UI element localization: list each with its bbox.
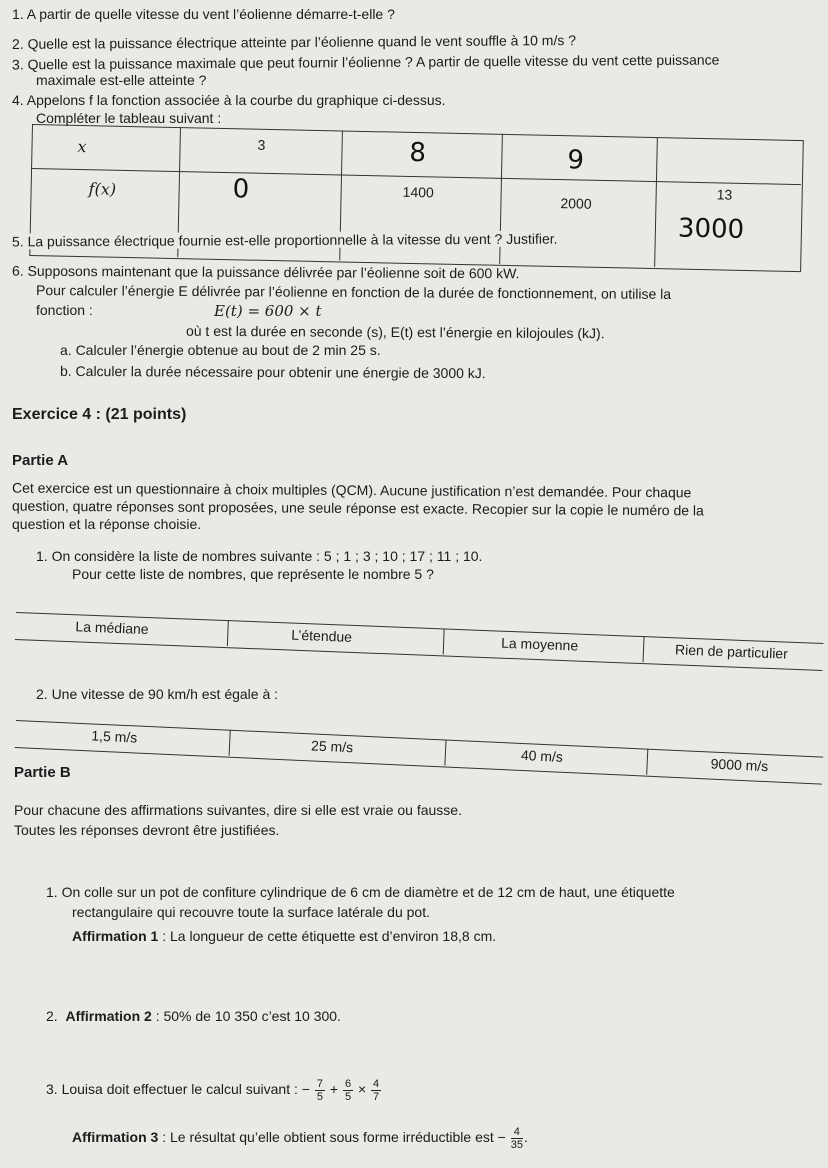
fraction-numerator: 4: [373, 1078, 380, 1090]
table-cell-fx-4: 3000: [677, 213, 745, 245]
fraction-numerator: 7: [316, 1078, 323, 1090]
affirmation-2: [46, 1008, 341, 1024]
qcm-1-choice-nothing: Rien de particulier: [674, 641, 789, 662]
question-6-text: Pour calculer l’énergie E délivrée par l’éolienne en fonction de la durée de fonctionnement, on utilise la: [35, 282, 672, 302]
question-6a: a. Calculer l’énergie obtenue au bout de 2 min 25 s.: [60, 342, 381, 358]
question-5: 5. La puissance électrique fournie est-elle proportionnelle à la vitesse du vent ? Justifier.: [12, 231, 562, 250]
question-6: 6. Supposons maintenant que la puissance délivrée par l’éolienne soit de 600 kW.: [11, 262, 520, 282]
table-cell-x-1: 3: [257, 136, 266, 153]
operator-times: ×: [357, 1081, 367, 1098]
fraction-6-5: [343, 1078, 353, 1103]
qcm-2-choices: [14, 720, 823, 797]
fraction-7-5: [315, 1078, 325, 1103]
fraction-4-7: [371, 1078, 381, 1103]
affirmation-1-text: : La longueur de cette étiquette est d’environ 18,8 cm.: [158, 928, 497, 944]
qcm-question-2: 2. Une vitesse de 90 km/h est égale à :: [36, 686, 279, 702]
affirmation-3-label: Affirmation 3: [72, 1129, 159, 1146]
part-a-intro-3: question et la réponse choisie.: [12, 516, 202, 532]
fraction-numerator: 4: [511, 1126, 523, 1139]
part-b-intro-1: Pour chacune des affirmations suivantes, dire si elle est vraie ou fausse.: [14, 802, 462, 818]
exercise-4-title: Exercice 4 : (21 points): [12, 406, 187, 423]
part-b-question-1: 1. On colle sur un pot de confiture cylindrique de 6 cm de diamètre et de 12 cm de haut, une étiquette: [46, 884, 675, 900]
affirmation-3: Affirmation 3 : Le résultat qu’elle obtient sous forme irréductible est − $\frac{4}{35}$ .: [72, 1126, 528, 1151]
qcm-2-choice-4: 9000 m/s: [710, 755, 769, 775]
operator-plus: +: [329, 1081, 339, 1098]
fraction-numerator: 6: [344, 1078, 352, 1090]
qcm-question-1: 1. On considère la liste de nombres suivante : 5 ; 1 ; 3 ; 10 ; 17 ; 11 ; 10.: [36, 548, 483, 564]
question-6-fonction-label: fonction :: [36, 302, 93, 318]
fraction-denominator: 35: [510, 1139, 523, 1151]
question-1: 1. A partir de quelle vitesse du vent l’éolienne démarre-t-elle ?: [12, 6, 395, 22]
question-6-definition: où t est la durée en seconde (s), E(t) est l’énergie en kilojoules (kJ).: [185, 322, 605, 342]
table-cell-fx-2: 1400: [402, 183, 434, 201]
part-b-intro-2: Toutes les réponses devront être justifiées.: [14, 822, 280, 838]
question-6b: b. Calculer la durée nécessaire pour obtenir une énergie de 3000 kJ.: [59, 362, 486, 382]
affirmation-3-text: : Le résultat qu’elle obtient sous forme irréductible est −: [158, 1129, 506, 1146]
qcm-1-choice-median: La médiane: [75, 618, 149, 638]
part-b-question-3: [46, 1078, 382, 1103]
table-cell-x-3: 9: [567, 145, 585, 176]
part-b-question-1-continued: rectangulaire qui recouvre toute la surface latérale du pot.: [72, 904, 430, 920]
affirmation-1: [72, 928, 496, 944]
table-cell-x-4: 13: [716, 186, 733, 203]
question-3: 3. Quelle est la puissance maximale que peut fournir l’éolienne ? A partir de quelle vitesse du vent cette puissance: [11, 51, 720, 73]
question-3-continued: maximale est-elle atteinte ?: [36, 72, 207, 88]
question-4: 4. Appelons f la fonction associée à la courbe du graphique ci-dessus.: [12, 92, 446, 108]
table-cell-x-2: 8: [409, 137, 427, 169]
qcm-2-choice-2: 25 m/s: [310, 737, 354, 756]
fraction-denominator: 5: [344, 1091, 352, 1103]
question-2: 2. Quelle est la puissance électrique atteinte par l’éolienne quand le vent souffle à 10 m/s ?: [11, 32, 577, 52]
affirmation-2-number: 2.: [46, 1008, 58, 1024]
qcm-question-1-prompt: Pour cette liste de nombres, que représente le nombre 5 ?: [72, 566, 434, 582]
part-a-title: Partie A: [12, 452, 69, 469]
fraction-denominator: 5: [316, 1091, 323, 1103]
qcm-1-choice-mean: La moyenne: [500, 634, 579, 654]
question-4-instruction: Compléter le tableau suivant :: [36, 110, 222, 126]
affirmation-2-label: Affirmation 2: [65, 1008, 152, 1024]
table-cell-fx-3: 2000: [560, 195, 592, 212]
table-header-x: x: [77, 136, 87, 157]
part-a-intro-1: Cet exercice est un questionnaire à choix multiples (QCM). Aucune justification n’est demandée. Pour chaque: [11, 479, 692, 501]
qcm-2-choice-3: 40 m/s: [520, 746, 564, 765]
part-a-intro-2: question, quatre réponses sont proposées, une seule réponse est exacte. Recopier sur la copie le numéro de la: [11, 497, 704, 519]
fraction-denominator: 7: [373, 1091, 380, 1103]
energy-formula: E(t) = 600 × t: [214, 302, 322, 320]
part-b-title: Partie B: [14, 764, 77, 781]
qcm-1-choice-range: L’étendue: [291, 626, 353, 645]
table-header-fx: f(x): [88, 179, 117, 199]
affirmation-2-text: : 50% de 10 350 c’est 10 300.: [151, 1008, 341, 1024]
table-cell-fx-1: 0: [232, 174, 250, 205]
part-b-question-3-text: 3. Louisa doit effectuer le calcul suivant : −: [46, 1081, 310, 1098]
qcm-2-choice-1: 1,5 m/s: [91, 727, 138, 746]
fraction-4-35: [511, 1126, 523, 1151]
affirmation-1-label: Affirmation 1: [72, 928, 159, 944]
